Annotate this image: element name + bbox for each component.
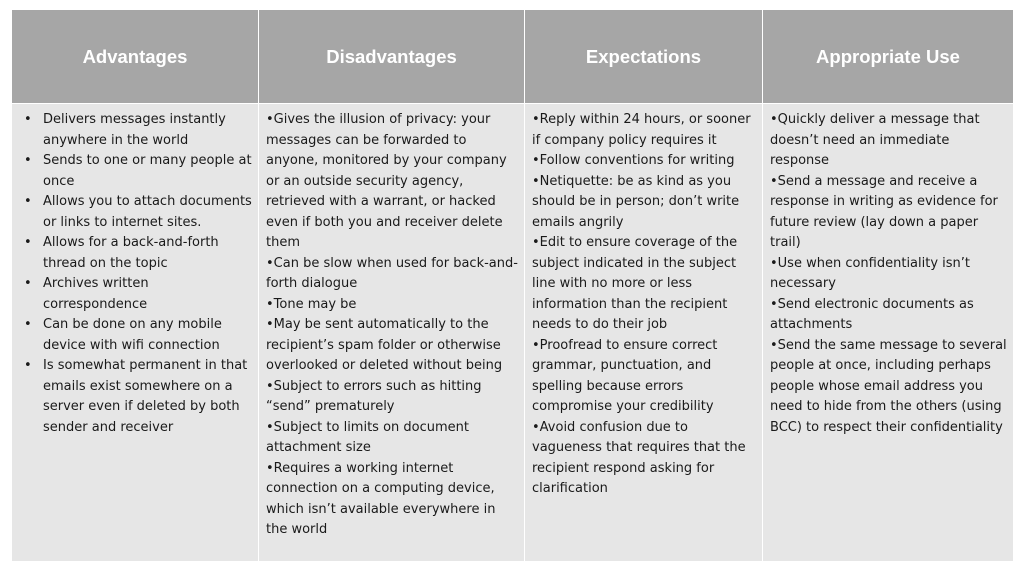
cell-advantages bbox=[12, 104, 259, 562]
expectations-list bbox=[532, 110, 756, 500]
list-item: • Follow conventions for writing bbox=[532, 151, 756, 172]
list-item: • Subject to limits on document attachment size bbox=[266, 418, 518, 459]
list-item: • Gives the illusion of privacy: your messages can be forwarded to anyone, monitored by your company or an outside security agency, retrieved with a warrant, or hacked even if both you and receiver delete them bbox=[266, 110, 518, 254]
header-appropriate-use: Appropriate Use bbox=[763, 10, 1014, 104]
advantages-list bbox=[19, 110, 252, 438]
list-item: • Allows you to attach documents or links to internet sites. bbox=[19, 192, 252, 233]
list-item: • Can be slow when used for back-and-forth dialogue bbox=[266, 254, 518, 295]
list-item: • Delivers messages instantly anywhere in the world bbox=[19, 110, 252, 151]
cell-expectations bbox=[525, 104, 763, 562]
list-item: • Allows for a back-and-forth thread on the topic bbox=[19, 233, 252, 274]
list-item: • Can be done on any mobile device with wifi connection bbox=[19, 315, 252, 356]
list-item: • Sends to one or many people at once bbox=[19, 151, 252, 192]
list-item: • Send a message and receive a response in writing as evidence for future review (lay down a paper trail) bbox=[770, 172, 1007, 254]
email-comparison-table bbox=[11, 9, 1014, 562]
body-row bbox=[12, 104, 1014, 562]
list-item: • Subject to errors such as hitting “send” prematurely bbox=[266, 377, 518, 418]
list-item: • Edit to ensure coverage of the subject indicated in the subject line with no more or less information than the recipient needs to do their job bbox=[532, 233, 756, 336]
list-item: • May be sent automatically to the recipient’s spam folder or otherwise overlooked or deleted without being bbox=[266, 315, 518, 377]
disadvantages-list bbox=[266, 110, 518, 541]
header-disadvantages: Disadvantages bbox=[259, 10, 525, 104]
header-advantages: Advantages bbox=[12, 10, 259, 104]
header-row bbox=[12, 10, 1014, 104]
list-item: • Reply within 24 hours, or sooner if company policy requires it bbox=[532, 110, 756, 151]
list-item: • Is somewhat permanent in that emails exist somewhere on a server even if deleted by both sender and receiver bbox=[19, 356, 252, 438]
list-item: • Requires a working internet connection on a computing device, which isn’t available everywhere in the world bbox=[266, 459, 518, 541]
list-item: • Avoid confusion due to vagueness that requires that the recipient respond asking for clarification bbox=[532, 418, 756, 500]
list-item: • Quickly deliver a message that doesn’t need an immediate response bbox=[770, 110, 1007, 172]
header-expectations: Expectations bbox=[525, 10, 763, 104]
list-item: • Send electronic documents as attachments bbox=[770, 295, 1007, 336]
cell-disadvantages bbox=[259, 104, 525, 562]
list-item: • Send the same message to several people at once, including perhaps people whose email address you need to hide from the others (using BCC) to respect their confidentiality bbox=[770, 336, 1007, 439]
list-item: • Tone may be bbox=[266, 295, 518, 316]
list-item: • Proofread to ensure correct grammar, punctuation, and spelling because errors compromise your credibility bbox=[532, 336, 756, 418]
appropriate-use-list bbox=[770, 110, 1007, 438]
list-item: • Archives written correspondence bbox=[19, 274, 252, 315]
cell-appropriate-use bbox=[763, 104, 1014, 562]
list-item: • Netiquette: be as kind as you should be in person; don’t write emails angrily bbox=[532, 172, 756, 234]
list-item: • Use when confidentiality isn’t necessary bbox=[770, 254, 1007, 295]
